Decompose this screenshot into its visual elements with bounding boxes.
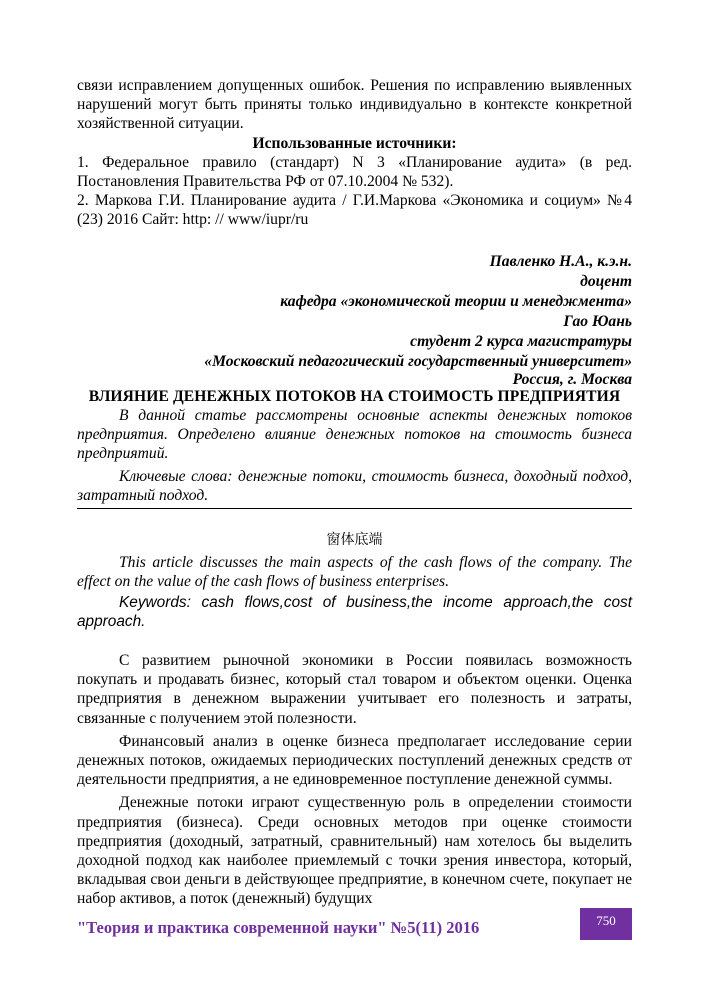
- body-paragraph: С развитием рыночной экономики в России появилась возможность покупать и продавать бизнес, который стал товаром и объектом оценки. Оценка предприятия в денежном выражении учитывает его полезность и затраты, связанные с получением этой полезности.: [77, 652, 632, 727]
- author-name: Павленко Н.А., к.э.н.: [489, 252, 632, 270]
- page-number: 750: [580, 908, 632, 940]
- author-department: кафедра «экономической теории и менеджмента»: [280, 292, 632, 310]
- cjk-note: 窗体底端: [326, 532, 383, 548]
- journal-title: "Теория и практика современной науки" №5(11) 2016: [77, 918, 480, 937]
- author-name: Гао Юань: [563, 312, 632, 330]
- source-item: 2. Маркова Г.И. Планирование аудита / Г.И.Маркова «Экономика и социум» №4 (23) 2016 Сайт: http: // www/iupr/ru: [77, 192, 632, 229]
- abstract-en: This article discusses the main aspects of the cash flows of the company. The effect on the value of the cash flows of business enterprises.: [77, 553, 632, 590]
- author-block: [77, 252, 632, 388]
- page-footer: [77, 908, 632, 940]
- body-paragraph: Денежные потоки играют существенную роль в определении стоимости предприятия (бизнеса). Среди основных методов при оценке стоимости предприятия (доходный, затратный, сравнительный) нам хотелось бы выделить доходной подход как наиболее приемлемый с точки зрения инвестора, который, вкладывая свои деньги в действующее предприятие, в конечном счете, покупает не набор активов, а поток (денежный) будущих: [77, 794, 632, 908]
- author-position: студент 2 курса магистратуры: [410, 332, 632, 350]
- keywords-en: Keywords: cash flows,cost of business,the income approach,the cost approach.: [77, 594, 632, 631]
- author-location: Россия, г. Москва: [512, 370, 632, 388]
- previous-article-text: связи исправлением допущенных ошибок. Решения по исправлению выявленных нарушений могут быть приняты только индивидуально в контексте конкретной хозяйственной ситуации.: [77, 77, 632, 133]
- source-item: 1. Федеральное правило (стандарт) N 3 «Планирование аудита» (в ред. Постановления Правительства РФ от 07.10.2004 № 532).: [77, 153, 632, 191]
- sources-heading: Использованные источники:: [252, 134, 457, 152]
- page-content: [77, 76, 632, 909]
- author-university: «Московский педагогический государственный университет»: [204, 352, 632, 370]
- russian-abstract-block: [77, 406, 632, 509]
- body-paragraph: Финансовый анализ в оценке бизнеса предполагает исследование серии денежных потоков, ожидаемых периодических поступлений денежных средств от деятельности предприятия, а не единовременное поступление денежной суммы.: [77, 732, 632, 789]
- author-position: доцент: [580, 272, 632, 290]
- article-title: ВЛИЯНИЕ ДЕНЕЖНЫХ ПОТОКОВ НА СТОИМОСТЬ ПРЕДПРИЯТИЯ: [88, 387, 621, 405]
- abstract-ru: В данной статье рассмотрены основные аспекты денежных потоков предприятия. Определено влияние денежных потоков на стоимость бизнеса предприятий.: [77, 406, 632, 463]
- keywords-ru: Ключевые слова: денежные потоки, стоимость бизнеса, доходный подход, затратный подход.: [77, 468, 632, 505]
